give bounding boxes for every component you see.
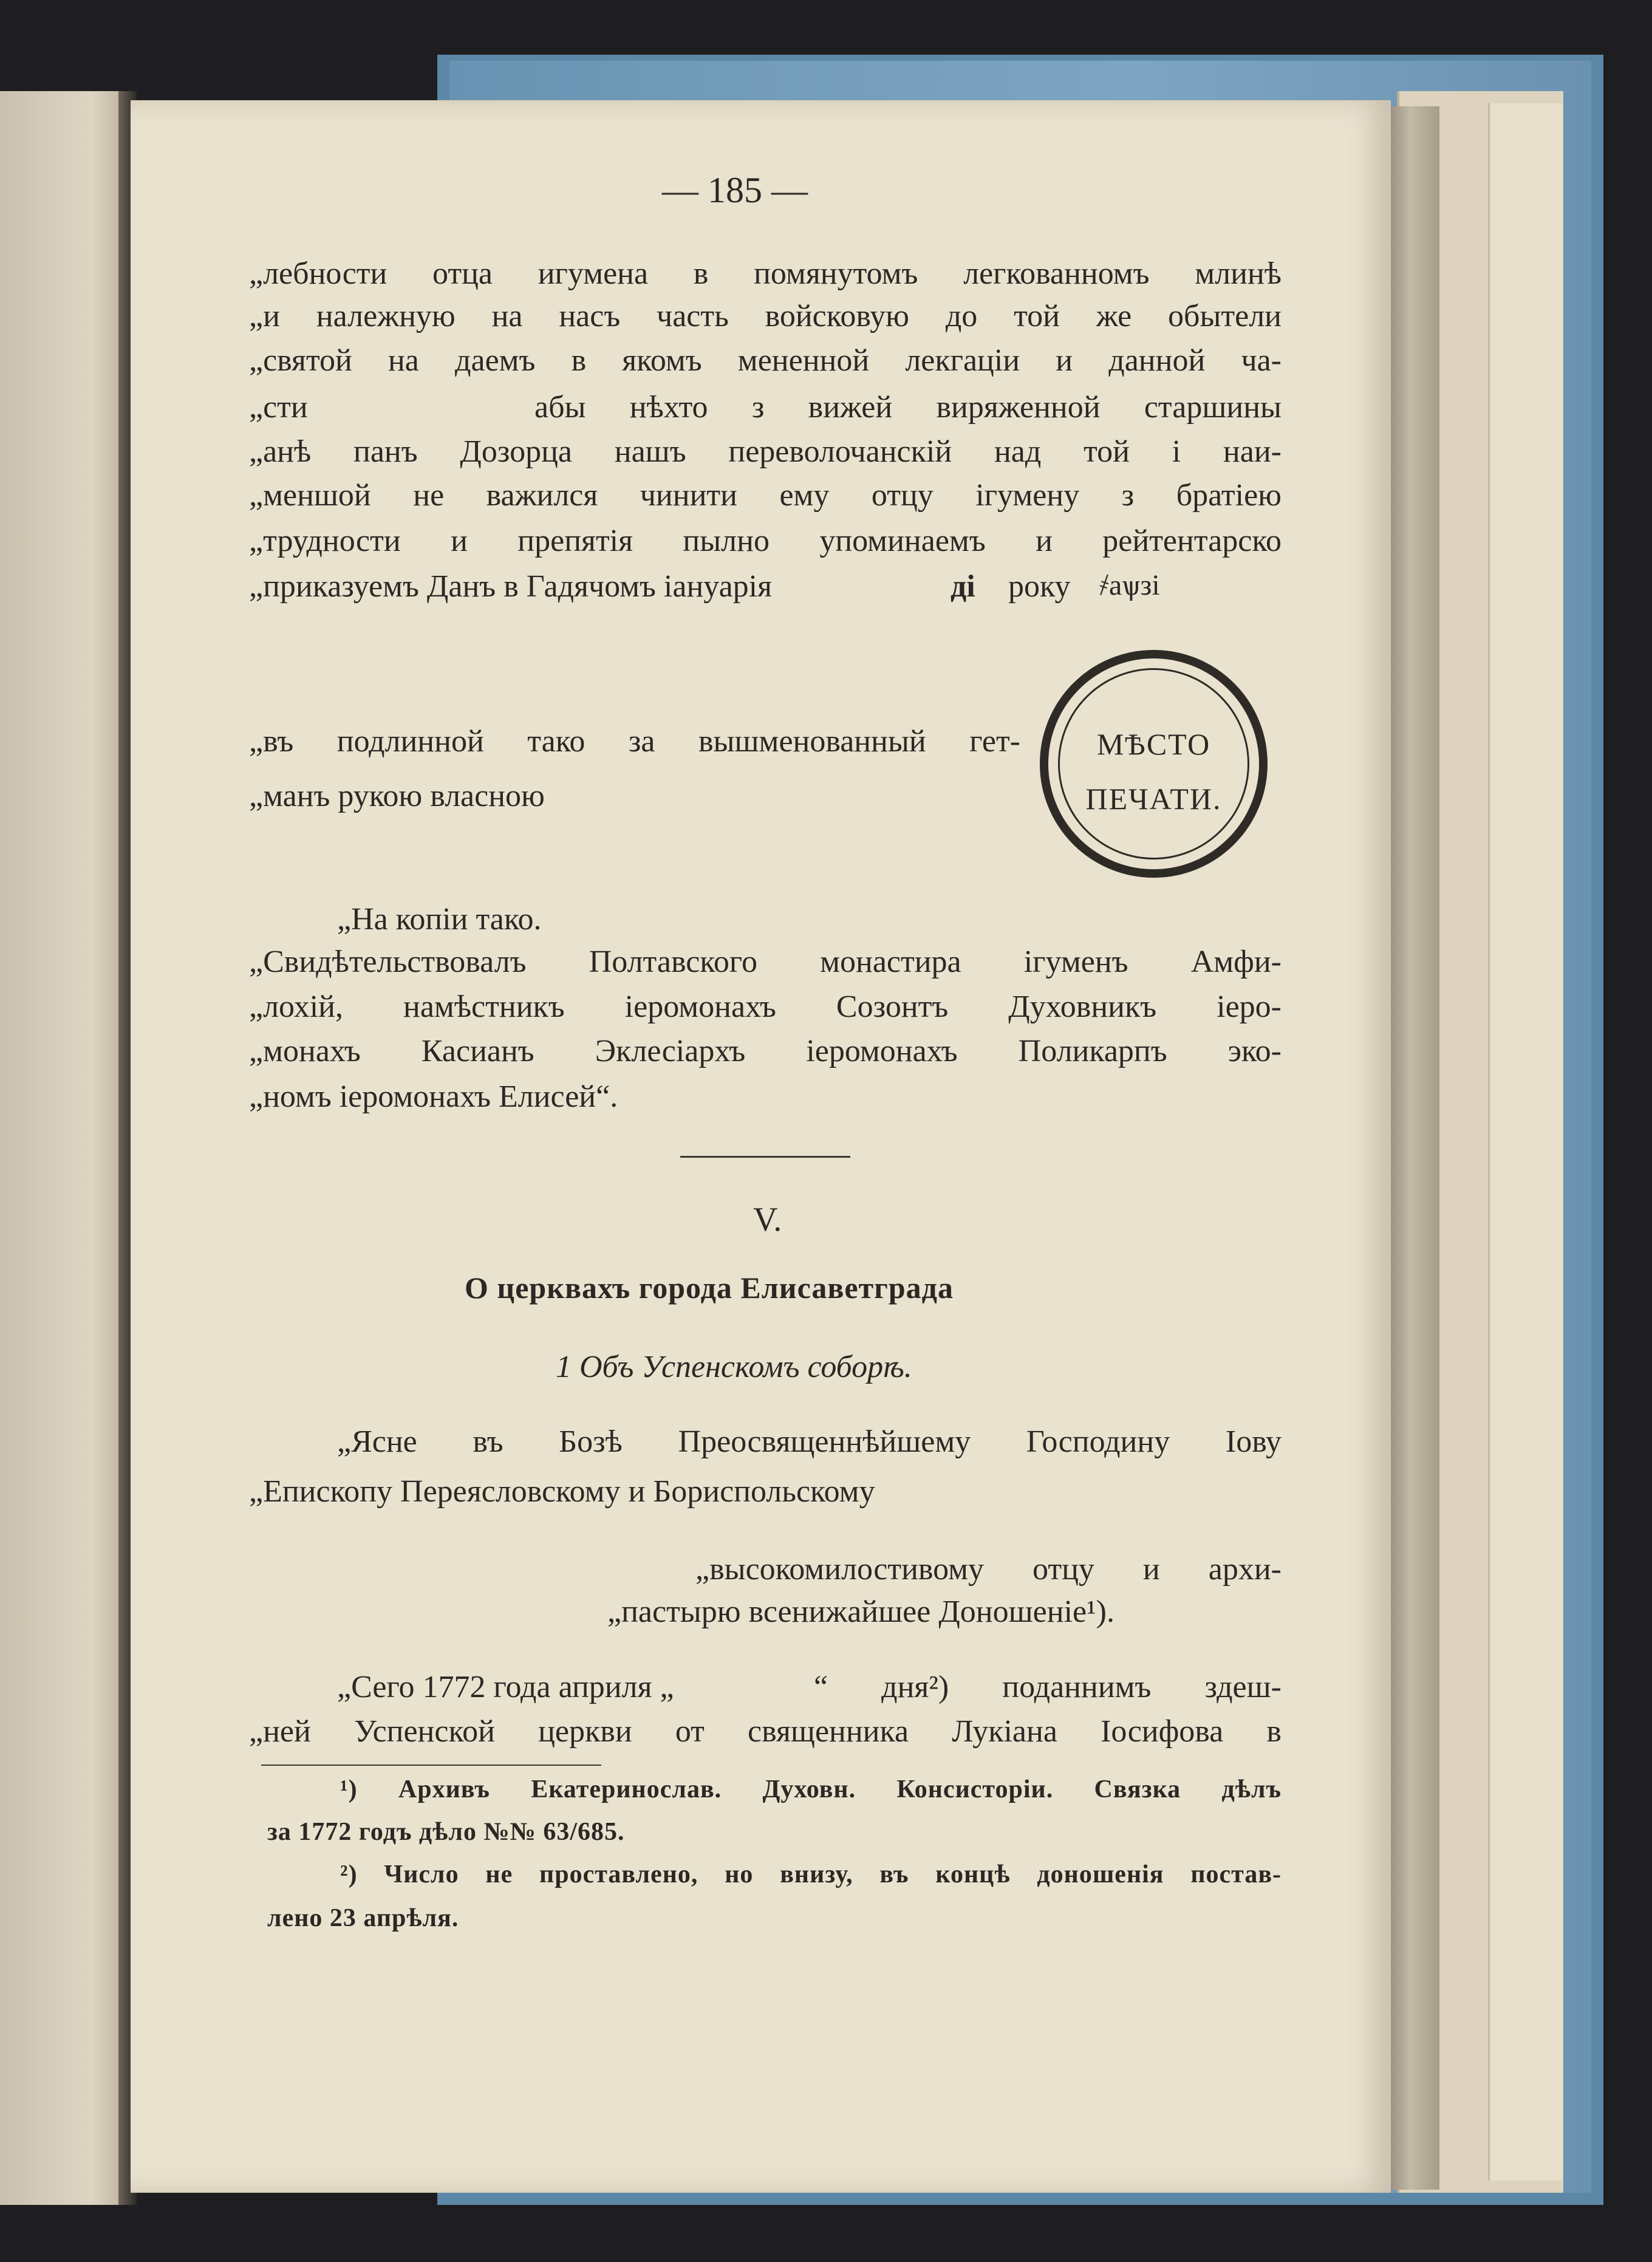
section-divider	[680, 1156, 850, 1158]
text-line: „Свидѣтельствовалъ Полтавского монастира ігуменъ Амфи-	[249, 945, 1282, 979]
text-line: „монахъ Касианъ Эклесіархъ іеромонахъ Поликарпъ эко-	[249, 1034, 1282, 1068]
seal-text-top: МѢСТО	[1096, 727, 1211, 761]
seal-text-bottom: ПЕЧАТИ.	[1085, 782, 1222, 816]
signature-line: „въ подлинной тако за вышменованный гет-	[249, 724, 1020, 759]
footnote-line: за 1772 годъ дѣло №№ 63/685.	[267, 1818, 625, 1846]
footnote-line: ¹) Архивъ Екатеринослав. Духовн. Консисторіи. Связка дѣлъ	[340, 1775, 1282, 1803]
text-line: „Сего 1772 года априля „	[337, 1670, 674, 1704]
text-line: „Ясне въ Бозѣ Преосвященнѣйшему Господину Іову	[337, 1424, 1282, 1459]
text-line: „меншой не важился чинити ему отцу ігумену з братіею	[249, 478, 1282, 513]
text-line: „лебности отца игумена в помянутомъ легкованномъ млинѣ	[249, 256, 1282, 291]
signature-line: „манъ рукою власною	[249, 779, 545, 813]
text-line: „лохій, намѣстникъ іеромонахъ Созонтъ Духовникъ іеро-	[249, 989, 1282, 1024]
text-line: „трудности и препятія пылно упоминаемъ и рейтентарско	[249, 524, 1282, 558]
section-title: О церквахъ города Елисаветграда	[465, 1271, 954, 1305]
date-year-numeral: ҂аѱзі	[1099, 569, 1160, 601]
date-day: ді	[951, 569, 975, 604]
facing-page-edge	[0, 91, 131, 2205]
footnote-divider	[261, 1765, 601, 1766]
text-line: „Епископу Переясловскому и Бориспольскому	[249, 1474, 875, 1509]
text-line: „сти	[249, 390, 308, 425]
text-line: „номъ іеромонахъ Елисей“.	[249, 1079, 618, 1114]
seal-stamp	[1040, 650, 1268, 878]
subsection-title: 1 Объ Успенскомъ соборѣ.	[556, 1350, 912, 1384]
footnote-line: ²) Число не проставлено, но внизу, въ концѣ доношенія постав-	[340, 1861, 1282, 1888]
text-line: абы нѣхто з вижей виряженной старшины	[534, 390, 1282, 425]
section-number: V.	[753, 1201, 782, 1239]
text-line: „пастырю всенижайшее Доношеніе¹).	[607, 1594, 1114, 1629]
text-line: „высокомилостивому отцу и архи-	[695, 1552, 1282, 1587]
text-line: „святой на даемъ в якомъ мененной лекгаціи и данной ча-	[249, 343, 1282, 378]
seal-inner-ring	[1058, 668, 1249, 859]
page-fore-edge	[1391, 106, 1439, 2190]
text-line: „ней Успенской церкви от священника Лукіана Іосифова в	[249, 1714, 1282, 1749]
text-line: “ дня²) поданнимъ здеш-	[814, 1670, 1282, 1704]
text-line: „и належную на насъ часть войсковую до той же обытели	[249, 299, 1282, 333]
date-year-label: року	[1008, 569, 1071, 604]
page-stack-inner	[1488, 103, 1563, 2181]
text-line: „На копіи тако.	[337, 902, 542, 937]
text-line: „анѣ панъ Дозорца нашъ переволочанскій над той і наи-	[249, 434, 1282, 469]
page-number: — 185 —	[662, 170, 808, 210]
footnote-line: лено 23 апрѣля.	[267, 1904, 459, 1932]
text-line: „приказуемъ Данъ в Гадячомъ іануарія	[249, 569, 773, 604]
